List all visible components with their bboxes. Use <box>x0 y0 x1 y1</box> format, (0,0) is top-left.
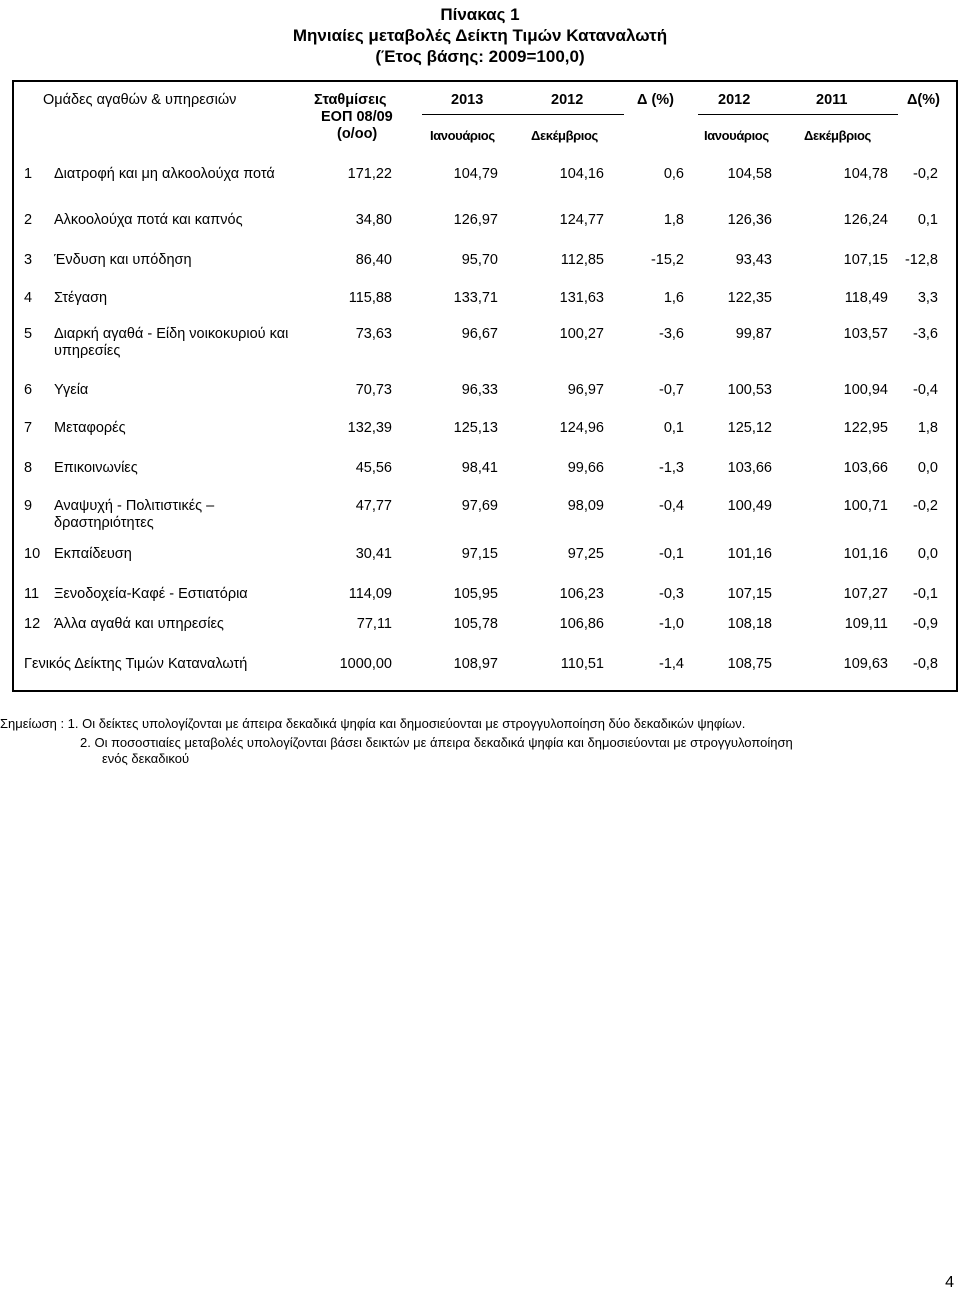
row-number: 2 <box>24 212 33 228</box>
note-2-cont: ενός δεκαδικού <box>102 751 190 766</box>
header-underline-2 <box>698 114 898 115</box>
cell-2011-dec: 118,49 <box>844 290 888 306</box>
cell-weight: 30,41 <box>355 546 392 562</box>
cell-delta2: -0,8 <box>913 656 938 672</box>
row-number: 6 <box>24 382 33 398</box>
cell-2012-jan: 125,12 <box>727 420 772 436</box>
cell-delta2: -0,2 <box>913 498 938 514</box>
cell-2012-jan: 126,36 <box>727 212 772 228</box>
header-underline-1 <box>422 114 624 115</box>
cell-weight: 70,73 <box>355 382 392 398</box>
cell-2012-dec: 96,97 <box>567 382 604 398</box>
cell-weight: 45,56 <box>355 460 392 476</box>
header-jan-1: Ιανουάριος <box>430 128 495 143</box>
row-number: 7 <box>24 420 33 436</box>
cell-2013-jan: 105,78 <box>453 616 498 632</box>
row-number: 10 <box>24 546 41 562</box>
cell-2012-dec: 100,27 <box>559 326 604 342</box>
row-number: 12 <box>24 616 41 632</box>
cell-2012-jan: 101,16 <box>727 546 772 562</box>
cell-delta1: -1,3 <box>659 460 684 476</box>
cell-2013-jan: 97,15 <box>461 546 498 562</box>
row-number: 3 <box>24 252 33 268</box>
cell-delta2: -3,6 <box>913 326 938 342</box>
cell-2012-dec: 124,77 <box>559 212 604 228</box>
cell-2011-dec: 107,15 <box>843 252 888 268</box>
cell-2012-dec: 110,51 <box>560 656 604 672</box>
cell-delta2: -0,4 <box>913 382 938 398</box>
cell-delta2: -0,9 <box>913 616 938 632</box>
cell-delta2: -0,2 <box>913 166 938 182</box>
cell-delta2: 3,3 <box>917 290 938 306</box>
cell-2012-jan: 100,53 <box>727 382 772 398</box>
row-number: 1 <box>24 166 33 182</box>
page-number: 4 <box>945 1274 954 1291</box>
table-subtitle: Μηνιαίες μεταβολές Δείκτη Τιμών Καταναλωτή <box>292 26 668 45</box>
table-title: Πίνακας 1 <box>440 5 520 24</box>
note-1: Σημείωση : 1. Οι δείκτες υπολογίζονται με άπειρα δεκαδικά ψηφία και δημοσιεύονται με στρογγυλοποίηση δύο δεκαδικών ψηφίων. <box>0 716 746 731</box>
cell-weight: 1000,00 <box>339 656 392 672</box>
cell-2011-dec: 107,27 <box>843 586 888 602</box>
row-label: Διαρκή αγαθά - Είδη νοικοκυριού και υπηρεσίες <box>54 326 289 359</box>
cell-2013-jan: 96,33 <box>461 382 498 398</box>
header-weights-1: Σταθμίσεις <box>314 92 387 108</box>
cell-delta1: -0,4 <box>659 498 684 514</box>
row-label: Στέγαση <box>54 290 108 306</box>
row-label: Επικοινωνίες <box>54 460 138 476</box>
cell-2012-jan: 122,35 <box>727 290 772 306</box>
cell-2011-dec: 122,95 <box>843 420 888 436</box>
row-label: Εκπαίδευση <box>54 546 132 562</box>
header-jan-2: Ιανουάριος <box>704 128 769 143</box>
row-label: Αναψυχή - Πολιτιστικές – δραστηριότητες <box>54 498 215 531</box>
cell-delta1: -0,1 <box>659 546 684 562</box>
cell-delta1: 1,6 <box>663 290 684 306</box>
cpi-table <box>12 80 958 692</box>
cell-delta1: -3,6 <box>659 326 684 342</box>
cell-2012-jan: 99,87 <box>735 326 772 342</box>
cell-delta1: -15,2 <box>650 252 684 268</box>
cell-2011-dec: 126,24 <box>843 212 888 228</box>
cell-2011-dec: 100,94 <box>843 382 888 398</box>
base-year-note: (Έτος βάσης: 2009=100,0) <box>375 47 585 66</box>
cell-weight: 47,77 <box>355 498 392 514</box>
header-delta1: Δ (%) <box>637 92 675 108</box>
cell-2012-jan: 103,66 <box>727 460 772 476</box>
cell-delta1: -0,7 <box>659 382 684 398</box>
cell-delta1: -1,4 <box>659 656 684 672</box>
cell-delta1: 1,8 <box>663 212 684 228</box>
cell-2013-jan: 133,71 <box>453 290 498 306</box>
header-2013: 2013 <box>451 92 484 108</box>
header-2012a: 2012 <box>551 92 584 108</box>
cell-weight: 77,11 <box>356 616 392 632</box>
note-2: 2. Οι ποσοστιαίες μεταβολές υπολογίζονται βάσει δεικτών με άπειρα δεκαδικά ψηφία και δημοσιεύονται με στρογγυλοποίηση <box>80 735 793 750</box>
row-label: Ένδυση και υπόδηση <box>54 252 192 268</box>
cell-2011-dec: 100,71 <box>843 498 888 514</box>
header-2012b: 2012 <box>718 92 751 108</box>
cell-2012-dec: 112,85 <box>560 252 604 268</box>
cell-2012-dec: 106,86 <box>559 616 604 632</box>
cell-delta1: -1,0 <box>659 616 684 632</box>
cell-weight: 86,40 <box>355 252 392 268</box>
cell-2011-dec: 109,63 <box>843 656 888 672</box>
cell-2013-jan: 97,69 <box>461 498 498 514</box>
cell-2013-jan: 98,41 <box>461 460 498 476</box>
cell-weight: 115,88 <box>348 290 392 306</box>
row-label: Άλλα αγαθά και υπηρεσίες <box>54 616 224 632</box>
cell-delta2: -12,8 <box>904 252 938 268</box>
row-label: Μεταφορές <box>54 420 126 436</box>
cell-2011-dec: 103,66 <box>843 460 888 476</box>
cell-2013-jan: 126,97 <box>453 212 498 228</box>
cell-2012-dec: 124,96 <box>559 420 604 436</box>
cell-2012-dec: 104,16 <box>559 166 604 182</box>
cell-weight: 132,39 <box>347 420 392 436</box>
row-label: Γενικός Δείκτης Τιμών Καταναλωτή <box>24 656 248 672</box>
header-dec-1: Δεκέμβριος <box>531 128 598 143</box>
cell-2013-jan: 108,97 <box>453 656 498 672</box>
cell-2013-jan: 104,79 <box>453 166 498 182</box>
row-label: Διατροφή και μη αλκοολούχα ποτά <box>54 166 275 182</box>
row-number: 8 <box>24 460 33 476</box>
cell-delta2: 0,0 <box>917 460 938 476</box>
cell-2012-dec: 106,23 <box>559 586 604 602</box>
cell-2013-jan: 125,13 <box>453 420 498 436</box>
header-dec-2: Δεκέμβριος <box>804 128 871 143</box>
row-label: Ξενοδοχεία-Καφέ - Εστιατόρια <box>54 586 248 602</box>
cell-delta2: 1,8 <box>917 420 938 436</box>
cell-2012-jan: 93,43 <box>735 252 772 268</box>
header-delta2: Δ(%) <box>907 92 940 108</box>
cell-delta1: 0,6 <box>663 166 684 182</box>
cell-2013-jan: 95,70 <box>461 252 498 268</box>
cell-2011-dec: 101,16 <box>843 546 888 562</box>
cell-2013-jan: 96,67 <box>461 326 498 342</box>
cell-2012-jan: 108,75 <box>727 656 772 672</box>
cell-weight: 34,80 <box>355 212 392 228</box>
row-number: 4 <box>24 290 33 306</box>
row-label: Αλκοολούχα ποτά και καπνός <box>54 212 243 228</box>
cell-2012-jan: 100,49 <box>727 498 772 514</box>
cell-2011-dec: 103,57 <box>843 326 888 342</box>
cell-2013-jan: 105,95 <box>453 586 498 602</box>
cell-delta1: -0,3 <box>659 586 684 602</box>
row-number: 5 <box>24 326 33 342</box>
header-weights-2: ΕΟΠ 08/09 <box>321 109 393 125</box>
cell-2012-dec: 97,25 <box>567 546 604 562</box>
cell-weight: 114,09 <box>348 586 392 602</box>
header-weights-3: (ο/οο) <box>337 126 378 142</box>
cell-delta2: 0,1 <box>917 212 938 228</box>
cell-delta2: -0,1 <box>913 586 938 602</box>
cell-2011-dec: 109,11 <box>844 616 888 632</box>
cell-delta2: 0,0 <box>917 546 938 562</box>
row-label: Υγεία <box>54 382 89 398</box>
cell-weight: 73,63 <box>355 326 392 342</box>
row-number: 11 <box>24 586 40 602</box>
cell-2012-dec: 98,09 <box>567 498 604 514</box>
cell-2012-jan: 107,15 <box>727 586 772 602</box>
cell-2012-jan: 104,58 <box>727 166 772 182</box>
cell-weight: 171,22 <box>347 166 392 182</box>
cell-2012-dec: 131,63 <box>559 290 604 306</box>
row-number: 9 <box>24 498 33 514</box>
cell-2011-dec: 104,78 <box>843 166 888 182</box>
cell-2012-dec: 99,66 <box>567 460 604 476</box>
header-groups: Ομάδες αγαθών & υπηρεσιών <box>43 92 237 108</box>
cell-delta1: 0,1 <box>663 420 684 436</box>
header-2011: 2011 <box>816 92 848 108</box>
cell-2012-jan: 108,18 <box>727 616 772 632</box>
